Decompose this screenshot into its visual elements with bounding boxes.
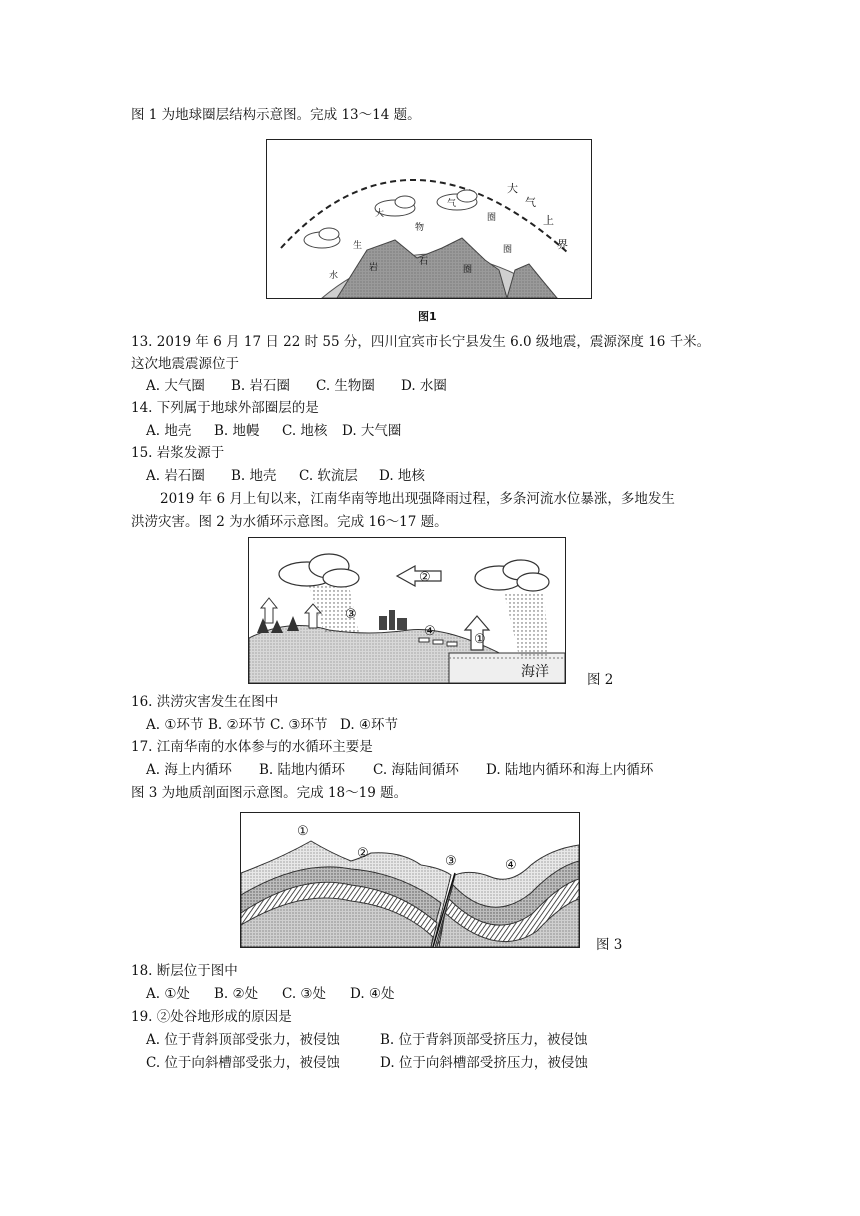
water-cycle-diagram <box>249 538 565 683</box>
q14-option-a[interactable]: A. 地壳 <box>146 423 192 439</box>
q19-options-row1 <box>146 1031 588 1049</box>
q19-options-row2 <box>146 1054 588 1072</box>
label-atm-1: 大 <box>375 209 385 219</box>
label-rock-1: 岩 <box>369 263 379 273</box>
label-water: 水 <box>329 271 339 281</box>
q16-options <box>146 716 398 734</box>
q15-option-b[interactable]: B. 地壳 <box>231 468 277 484</box>
label-atm-top-4: 界 <box>557 238 568 251</box>
geologic-section-diagram <box>241 813 579 947</box>
q14-options <box>146 422 401 440</box>
label-atm-3: 圈 <box>487 213 497 223</box>
q15-options <box>146 467 425 485</box>
q17-option-b[interactable]: B. 陆地内循环 <box>259 762 346 778</box>
q18-option-b[interactable]: B. ②处 <box>214 986 259 1002</box>
q15-stem: 15. 岩浆发源于 <box>131 445 225 461</box>
q17-stem: 17. 江南华南的水体参与的水循环主要是 <box>131 739 373 755</box>
q16-option-b[interactable]: B. ②环节 <box>208 717 266 733</box>
label-atm-top-1: 大 <box>507 182 518 195</box>
label-n2: ② <box>357 846 369 861</box>
label-n3: ③ <box>345 607 357 622</box>
q19-option-a[interactable]: A. 位于背斜顶部受张力，被侵蚀 <box>146 1032 340 1048</box>
town <box>379 610 407 630</box>
figure-3-caption: 图 3 <box>596 937 623 953</box>
q15-option-a[interactable]: A. 岩石圈 <box>146 468 205 484</box>
earth-spheres-diagram <box>267 140 591 298</box>
q19-option-b[interactable]: B. 位于背斜顶部受挤压力，被侵蚀 <box>380 1032 588 1048</box>
q17-option-c[interactable]: C. 海陆间循环 <box>373 762 459 778</box>
passage2-line2: 洪涝灾害。图 2 为水循环示意图。完成 16～17 题。 <box>131 514 448 530</box>
q18-option-c[interactable]: C. ③处 <box>282 986 327 1002</box>
label-sea: 海洋 <box>521 664 549 680</box>
figure-3-geologic-section <box>240 812 580 948</box>
label-atm-top-3: 上 <box>543 214 554 227</box>
label-atm-top-2: 气 <box>525 196 536 209</box>
q13-option-c[interactable]: C. 生物圈 <box>316 378 375 394</box>
q19-option-c[interactable]: C. 位于向斜槽部受张力，被侵蚀 <box>146 1055 340 1071</box>
passage2-line1: 2019 年 6 月上旬以来，江南华南等地出现强降雨过程，多条河流水位暴涨，多地发生 <box>160 491 675 507</box>
label-rock-3: 圈 <box>463 265 473 275</box>
label-n4: ④ <box>505 858 517 873</box>
q19-stem: 19. ②处谷地形成的原因是 <box>131 1009 292 1025</box>
q14-option-b[interactable]: B. 地幔 <box>214 423 260 439</box>
figure-1-earth-spheres <box>266 139 592 299</box>
figure-1-caption: 图1 <box>418 310 437 323</box>
label-bio-2: 物 <box>415 223 425 233</box>
label-n2: ② <box>419 570 431 585</box>
label-rock-2: 石 <box>419 257 429 267</box>
intro-fig1: 图 1 为地球圈层结构示意图。完成 13～14 题。 <box>131 107 421 123</box>
q15-option-d[interactable]: D. 地核 <box>379 468 425 484</box>
label-n4: ④ <box>424 624 436 639</box>
mountains <box>337 238 507 298</box>
q17-option-a[interactable]: A. 海上内循环 <box>146 762 232 778</box>
label-n1: ① <box>474 632 486 647</box>
q16-option-d[interactable]: D. ④环节 <box>340 717 399 733</box>
q18-stem: 18. 断层位于图中 <box>131 963 238 979</box>
q13-stem-line1: 13. 2019 年 6 月 17 日 22 时 55 分，四川宜宾市长宁县发生 6.0 级地震，震源深度 16 千米。 <box>131 334 711 350</box>
q16-option-c[interactable]: C. ③环节 <box>270 717 328 733</box>
q17-option-d[interactable]: D. 陆地内循环和海上内循环 <box>486 762 654 778</box>
q18-option-d[interactable]: D. ④处 <box>350 986 395 1002</box>
figure-2-water-cycle <box>248 537 566 684</box>
q19-option-d[interactable]: D. 位于向斜槽部受挤压力，被侵蚀 <box>380 1055 588 1071</box>
label-n3: ③ <box>445 854 457 869</box>
label-bio-3: 圈 <box>503 245 513 255</box>
q16-stem: 16. 洪涝灾害发生在图中 <box>131 694 279 710</box>
trees <box>257 616 299 633</box>
q16-option-a[interactable]: A. ①环节 <box>146 717 204 733</box>
intro-fig3: 图 3 为地质剖面图示意图。完成 18～19 题。 <box>131 785 408 801</box>
q13-option-d[interactable]: D. 水圈 <box>401 378 447 394</box>
q17-options <box>146 761 653 779</box>
label-n1: ① <box>297 824 309 839</box>
q13-stem-line2: 这次地震震源位于 <box>131 356 239 372</box>
q13-option-b[interactable]: B. 岩石圈 <box>231 378 291 394</box>
q14-option-d[interactable]: D. 大气圈 <box>342 423 402 439</box>
q14-option-c[interactable]: C. 地核 <box>282 423 328 439</box>
q18-option-a[interactable]: A. ①处 <box>146 986 190 1002</box>
label-atm-2: 气 <box>447 199 457 209</box>
q13-option-a[interactable]: A. 大气圈 <box>146 378 205 394</box>
q15-option-c[interactable]: C. 软流层 <box>299 468 358 484</box>
hill <box>507 264 557 298</box>
rain-sea <box>504 592 549 656</box>
q18-options <box>146 985 395 1003</box>
label-bio-1: 生 <box>353 241 363 251</box>
q14-stem: 14. 下列属于地球外部圈层的是 <box>131 400 319 416</box>
figure-2-caption: 图 2 <box>587 672 614 688</box>
q13-options <box>146 377 447 395</box>
